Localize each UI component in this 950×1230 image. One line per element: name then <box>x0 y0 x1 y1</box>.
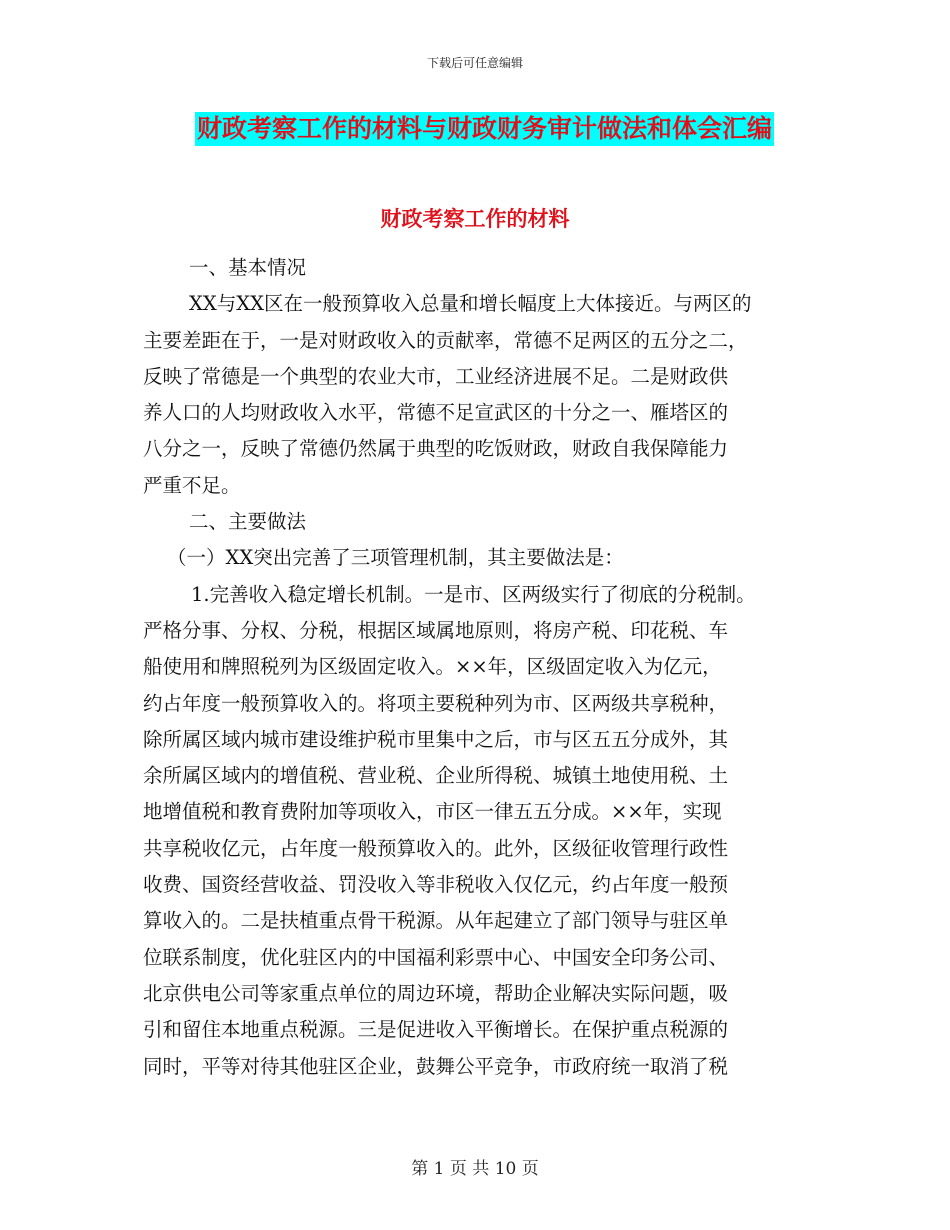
paragraph-line: 约占年度一般预算收入的。将项主要税种列为市、区两级共享税种， <box>143 691 729 715</box>
header-note: 下载后可任意编辑 <box>426 56 523 70</box>
paragraph-line: 共享税收亿元，占年度一般预算收入的。此外，区级征收管理行政性 <box>143 836 729 860</box>
paragraph-line: 反映了常德是一个典型的农业大市，工业经济进展不足。二是财政供 <box>143 364 729 388</box>
paragraph-line: 引和留住本地重点税源。三是促进收入平衡增长。在保护重点税源的 <box>143 1018 729 1042</box>
paragraph-line: 除所属区域内城市建设维护税市里集中之后，市与区五五分成外，其 <box>143 727 729 751</box>
paragraph-line: 算收入的。二是扶植重点骨干税源。从年起建立了部门领导与驻区单 <box>143 909 729 933</box>
paragraph-line: 八分之一，反映了常德仍然属于典型的吃饭财政，财政自我保障能力 <box>143 437 729 461</box>
paragraph-line: 主要差距在于，一是对财政收入的贡献率，常德不足两区的五分之二， <box>143 328 748 352</box>
paragraph-line: 收费、国资经营收益、罚没收入等非税收入仅亿元，约占年度一般预 <box>143 873 729 897</box>
paragraph-line: 同时，平等对待其他驻区企业，鼓舞公平竞争，市政府统一取消了税 <box>143 1054 729 1078</box>
paragraph-line: 船使用和牌照税列为区级固定收入。××年，区级固定收入为亿元， <box>143 655 722 679</box>
paragraph-line: 1.完善收入稳定增长机制。一是市、区两级实行了彻底的分税制。 <box>191 582 756 606</box>
main-title: 财政考察工作的材料与财政财务审计做法和体会汇编 <box>195 112 774 146</box>
paragraph-line: 严格分事、分权、分税，根据区域属地原则，将房产税、印花税、车 <box>143 618 729 642</box>
paragraph-line: 余所属区域内的增值税、营业税、企业所得税、城镇土地使用税、土 <box>143 764 729 788</box>
paragraph-line: 严重不足。 <box>143 473 241 497</box>
section-heading: 二、主要做法 <box>189 510 307 534</box>
paragraph-line: XX与XX区在一般预算收入总量和增长幅度上大体接近。与两区的 <box>189 292 752 316</box>
paragraph-line: 位联系制度，优化驻区内的中国福利彩票中心、中国安全印务公司、 <box>143 945 729 969</box>
main-title-wrap <box>195 112 774 146</box>
page-footer: 第 1 页 共 10 页 <box>411 1159 539 1179</box>
sub-title: 财政考察工作的材料 <box>380 207 570 231</box>
paragraph-line: 地增值税和教育费附加等项收入，市区一律五五分成。××年，实现 <box>143 800 722 824</box>
section-heading: 一、基本情况 <box>189 256 307 279</box>
paragraph-line: 养人口的人均财政收入水平，常德不足宣武区的十分之一、雁塔区的 <box>143 401 729 425</box>
paragraph-line: 北京供电公司等家重点单位的周边环境，帮助企业解决实际问题，吸 <box>143 981 729 1005</box>
subsection-heading: （一）XX突出完善了三项管理机制，其主要做法是： <box>167 546 624 570</box>
body-text <box>143 250 815 1085</box>
